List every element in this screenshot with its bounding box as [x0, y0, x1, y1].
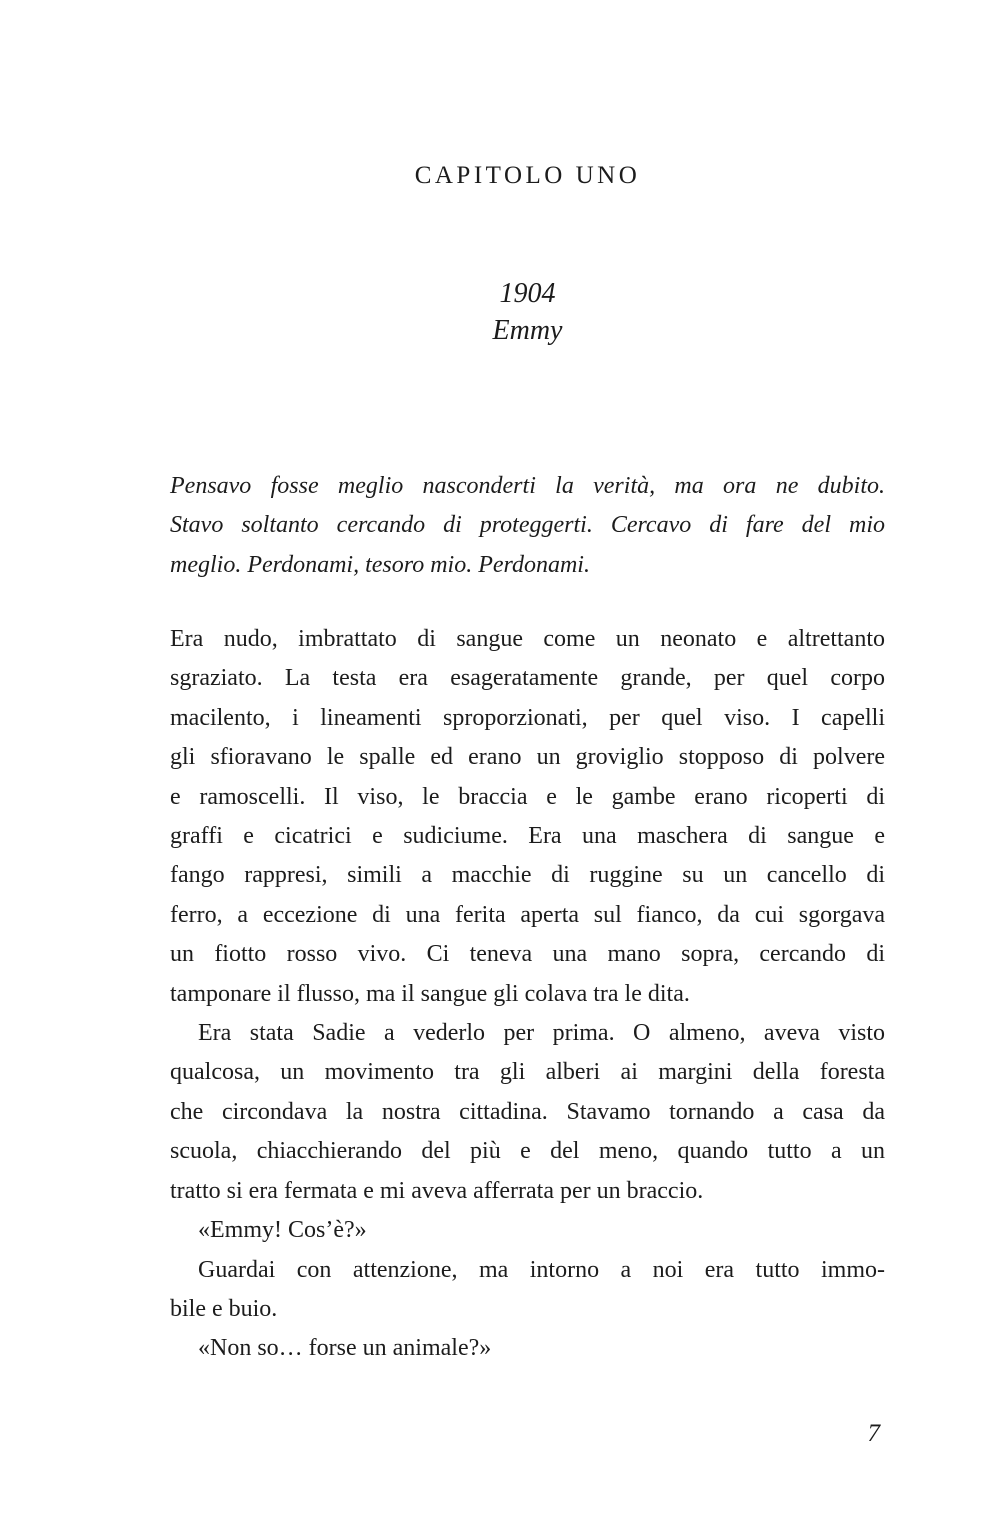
epigraph [170, 467, 885, 585]
page-number: 7 [867, 1420, 880, 1447]
text-line: ferro, a eccezione di una ferita aperta sul fianco, da cui sgorgava [170, 901, 885, 928]
text-line: graffi e cicatrici e sudiciume. Era una maschera di sangue e [170, 823, 885, 850]
text-line: che circondava la nostra cittadina. Stavamo tornando a casa da [170, 1098, 885, 1125]
text-line: Stavo soltanto cercando di proteggerti. Cercavo di fare del mio [170, 512, 885, 539]
text-line: Era stata Sadie a vederlo per prima. O almeno, aveva visto [198, 1020, 885, 1047]
text-line: Pensavo fosse meglio nasconderti la verità, ma ora ne dubito. [170, 473, 885, 499]
text-line: scuola, chiacchierando del più e del meno, quando tutto a un [170, 1138, 885, 1165]
paragraph [170, 1251, 885, 1330]
text-line: e ramoscelli. Il viso, le braccia e le gambe erano ricoperti di [170, 783, 885, 810]
text-line: Guardai con attenzione, ma intorno a noi era tutto immo- [198, 1256, 885, 1283]
text-line: «Non so… forse un animale?» [198, 1335, 492, 1362]
paragraph [170, 1329, 885, 1368]
paragraph [170, 1211, 885, 1250]
text-line: un fiotto rosso vivo. Ci teneva una mano sopra, cercando di [170, 941, 885, 968]
text-line: gli sfioravano le spalle ed erano un groviglio stopposo di polvere [170, 744, 885, 771]
text-line: qualcosa, un movimento tra gli alberi ai margini della foresta [170, 1059, 885, 1086]
text-line: sgraziato. La testa era esageratamente grande, per quel corpo [170, 665, 885, 692]
text-line: macilento, i lineamenti sproporzionati, per quel viso. I capelli [170, 704, 885, 731]
text-line: Era nudo, imbrattato di sangue come un neonato e altrettanto [170, 626, 885, 652]
chapter-character-name: Emmy [492, 315, 563, 346]
paragraph [170, 1014, 885, 1211]
text-line: fango rappresi, simili a macchie di ruggine su un cancello di [170, 862, 885, 889]
body-text [170, 620, 885, 1369]
text-line: meglio. Perdonami, tesoro mio. Perdonami. [170, 551, 590, 578]
chapter-title: CAPITOLO UNO [414, 162, 641, 189]
text-line: tratto si era fermata e mi aveva afferrata per un braccio. [170, 1177, 704, 1204]
text-line: tamponare il flusso, ma il sangue gli colava tra le dita. [170, 980, 690, 1007]
text-line: bile e buio. [170, 1295, 278, 1322]
chapter-year: 1904 [499, 278, 556, 309]
paragraph [170, 620, 885, 1014]
text-column [170, 0, 885, 1537]
text-line: «Emmy! Cos’è?» [198, 1217, 367, 1244]
